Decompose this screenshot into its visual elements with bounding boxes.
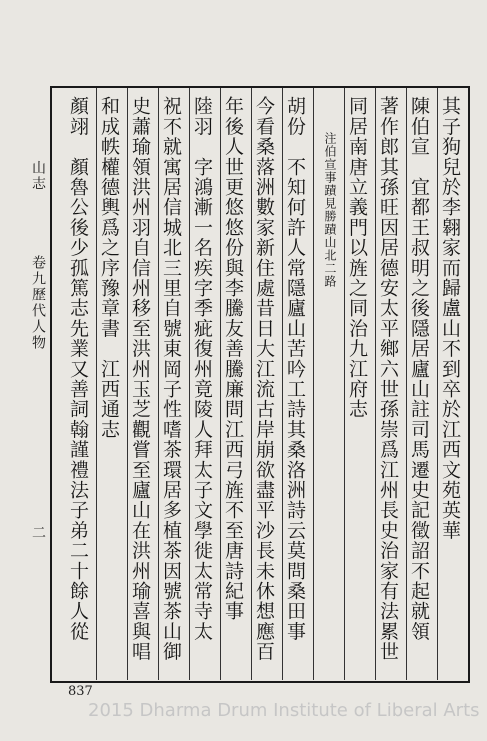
text-column-11: 史蕭瑜領洪州羽自信州移至洪州玉芝觀嘗至廬山在洪州瑜喜與唱 bbox=[129, 96, 151, 662]
text-column-9: 陸羽 字鴻漸一名疾字季疵復州竟陵人拜太子文學徙太常寺太 bbox=[191, 96, 213, 642]
text-column-2: 陳伯宣 宜都王叔明之後隱居廬山註司馬遷史記徵詔不起就領 bbox=[408, 96, 430, 642]
ruling-line bbox=[313, 88, 314, 680]
text-column-7: 今看桑落洲數家新住處昔日大江流古岸崩欲盡平沙長未休想應百 bbox=[253, 96, 275, 662]
text-column-12: 和成帙權德輿爲之序豫章書 江西通志 bbox=[98, 96, 120, 440]
margin-mark-middle: 卷九歷代人物 bbox=[30, 255, 46, 351]
text-column-4: 同居南唐立義門以旌之同治九江府志 bbox=[346, 96, 368, 420]
watermark: 2015 Dharma Drum Institute of Liberal Arts bbox=[88, 700, 480, 721]
text-column-6: 胡份 不知何許人常隱廬山苦吟工詩其桑洛洲詩云莫問桑田事 bbox=[284, 96, 306, 642]
margin-mark-bottom: 二 bbox=[30, 525, 46, 541]
text-column-10: 祝不就寓居信城北三里自號東岡子性嗜茶環居多植茶因號茶山御 bbox=[160, 96, 182, 662]
text-column-1: 其子狗兒於李翱家而歸盧山不到卒於江西文苑英華 bbox=[439, 96, 461, 541]
page-number: 837 bbox=[68, 684, 93, 699]
text-column-8: 年後人世更悠悠份與李騰友善騰廉問江西弓旌不至唐詩紀事 bbox=[222, 96, 244, 622]
text-column-13: 顏翊 顏魯公後少孤篤志先業又善詞翰謹禮法子弟二十餘人從 bbox=[67, 96, 89, 642]
text-column-5: 注伯宣事蹟見勝蹟山北二路 bbox=[323, 132, 337, 288]
margin-mark-top: 山志 bbox=[30, 160, 46, 192]
text-column-3: 著作郎其孫旺因居德安太平鄉六世孫崇爲江州長史治家有法累世 bbox=[377, 96, 399, 662]
